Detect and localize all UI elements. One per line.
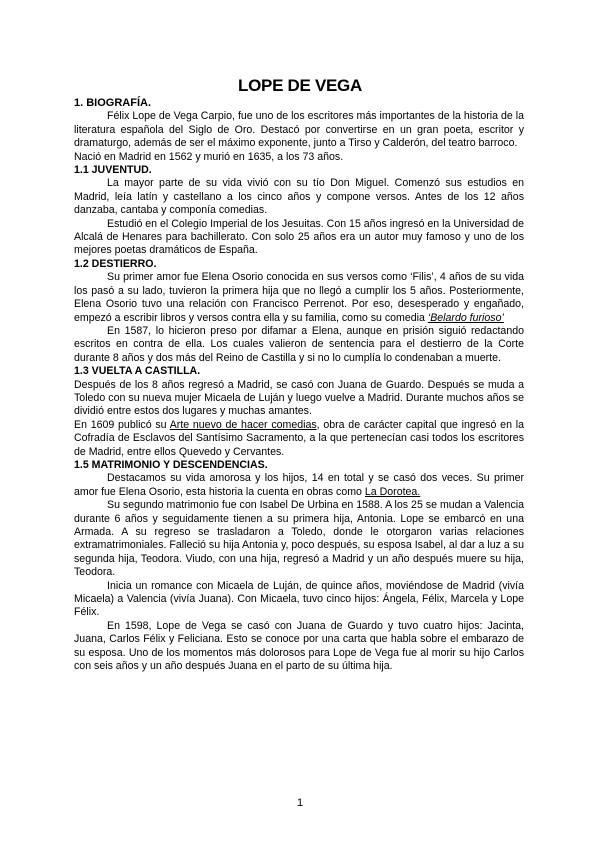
subsection-heading-vuelta: 1.3 VUELTA A CASTILLA. xyxy=(74,365,201,378)
document-title: LOPE DE VEGA xyxy=(238,76,362,95)
paragraph: Después de los 8 años regresó a Madrid, se casó con Juana de Guardo. Después se muda a Toledo con su nueva mujer Micaela de Luján y luego vuelve a Madrid. Durante muchos años se dividió entre estos dos lugares y muchas amantes. xyxy=(74,378,524,418)
subsection-heading-matrimonio: 1.5 MATRIMONIO Y DESCENDENCIAS. xyxy=(74,458,268,471)
paragraph: La mayor parte de su vida vivió con su tío Don Miguel. Comenzó sus estudios en Madrid, leía latín y castellano a los cinco años y compone versos. Antes de los 12 años danzaba, cantaba y componía comedias. xyxy=(74,177,524,217)
paragraph: Su segundo matrimonio fue con Isabel De Urbina en 1588. A los 25 se mudan a Valencia durante 6 años y seguidamente tienen a su primera hija, Antonia. Lope se embarcó en una Armada. A su regreso se trasladaron a Toledo, donde le otorgaron varias relaciones extramatrimoniales. Falleció su hija Antonia y, poco después, su esposa Isabel, al dar a luz a su segunda hija, Teodora. Viudo, con una hija, regresó a Madrid y un año después muere su hija, Teodora. xyxy=(74,499,524,579)
paragraph-text: , obra de carácter capital que ingresó en la Cofradía de Esclavos del Santísimo Sacramento, a la que pertenecían casi todos los escritores de Madrid, entre ellos Quevedo y Cervantes. xyxy=(74,418,524,458)
paragraph-text: Su primer amor fue Elena Osorio conocida en sus versos como ‘Filis’, 4 años de su vida los pasó a su lado, tuvieron la primera hija que no llegó a cumplir los 5 años. Posteriormente, Elena Osorio tuvo una relación con Francisco Perrenot. Por eso, desesperado y engañado, empezó a escribir libros y versos contra ella y su familia, como su comedia xyxy=(74,271,524,324)
work-title-arte-nuevo: Arte nuevo de hacer comedias xyxy=(169,418,317,431)
subsection-heading-destierro: 1.2 DESTIERRO. xyxy=(74,257,157,270)
paragraph: Inicia un romance con Micaela de Luján, de quince años, moviéndose de Madrid (vivía Micaela) a Valencia (vivía Juana). Con Micaela, tuvo cinco hijos: Ángela, Félix, Marcela y Lope Félix. xyxy=(74,579,524,619)
paragraph xyxy=(74,472,524,499)
paragraph: Félix Lope de Vega Carpio, fue uno de los escritores más importantes de la historia de la literatura española del Siglo de Oro. Destacó por convertirse en un gran poeta, escritor y dramaturgo, además de ser el máximo exponente, junto a Tirso y Calderón, del teatro barroco. xyxy=(74,110,524,150)
document-body xyxy=(74,97,524,673)
paragraph: Nació en Madrid en 1562 y murió en 1635, a los 73 años. xyxy=(74,150,344,163)
paragraph: En 1598, Lope de Vega se casó con Juana de Guardo y tuvo cuatro hijos: Jacinta, Juana, Carlos Félix y Feliciana. Esto se conoce por una carta que habla sobre el embarazo de su esposa. Uno de los momentos más dolorosos para Lope de Vega fue al morir su hijo Carlos con seis años y un año después Juana en el parto de su última hija. xyxy=(74,619,524,673)
paragraph-text: En 1609 publicó su xyxy=(74,418,170,431)
paragraph xyxy=(74,419,524,459)
paragraph xyxy=(74,271,524,325)
work-title-dorotea: La Dorotea. xyxy=(364,485,421,498)
section-heading-biografia: 1. BIOGRAFÍA. xyxy=(74,97,152,109)
page-number: 1 xyxy=(296,797,304,809)
paragraph: Estudió en el Colegio Imperial de los Jesuitas. Con 15 años ingresó en la Universidad de Alcalá de Henares para bachillerato. Con solo 25 años era un autor muy famoso y uno de los mejores poetas dramáticos de España. xyxy=(74,217,524,257)
subsection-heading-juventud: 1.1 JUVENTUD. xyxy=(74,164,152,177)
paragraph-text: Destacamos su vida amorosa y los hijos, 14 en total y se casó dos veces. Su primer amor fue Elena Osorio, esta historia la cuenta en obras como xyxy=(74,472,524,498)
paragraph: En 1587, lo hicieron preso por difamar a Elena, aunque en prisión siguió redactando escritos en contra de ella. Los cuales valieron de sentencia para el destierro de la Corte durante 8 años y dos más del Reino de Castilla y si no lo cumplía lo condenaban a muerte. xyxy=(74,324,524,364)
work-title-belardo: ‘Belardo furioso’ xyxy=(427,311,504,324)
